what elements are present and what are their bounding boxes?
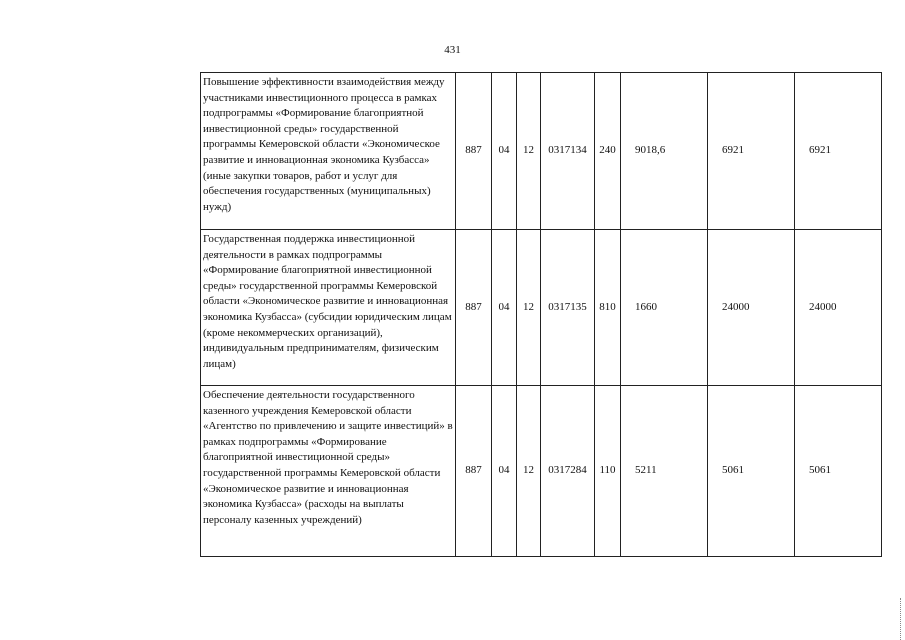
amount-year-2: 24000 (708, 230, 795, 386)
subsection-code: 12 (517, 386, 541, 557)
table-row (201, 230, 882, 386)
section-code: 04 (492, 230, 517, 386)
row-description: Государственная поддержка инвестиционной деятельности в рамках подпрограммы «Формирование благоприятной инвестиционной среды» государственной программы Кемеровской области «Экономическое развитие и инновационная экономика Кузбасса» (субсидии юридическим лицам (кроме некоммерческих организаций), индивидуальным предпринимателям, физическим лицам) (201, 230, 456, 386)
table-row (201, 386, 882, 557)
expense-type-code: 810 (595, 230, 621, 386)
ministry-code: 887 (456, 73, 492, 230)
amount-year-1: 1660 (621, 230, 708, 386)
subsection-code: 12 (517, 73, 541, 230)
amount-year-3: 6921 (795, 73, 882, 230)
section-code: 04 (492, 73, 517, 230)
target-article-code: 0317284 (541, 386, 595, 557)
ministry-code: 887 (456, 230, 492, 386)
budget-table (200, 72, 882, 557)
expense-type-code: 110 (595, 386, 621, 557)
target-article-code: 0317135 (541, 230, 595, 386)
amount-year-1: 9018,6 (621, 73, 708, 230)
amount-year-2: 5061 (708, 386, 795, 557)
ministry-code: 887 (456, 386, 492, 557)
target-article-code: 0317134 (541, 73, 595, 230)
page-number: 431 (444, 44, 461, 56)
table-row (201, 73, 882, 230)
amount-year-3: 5061 (795, 386, 882, 557)
expense-type-code: 240 (595, 73, 621, 230)
amount-year-3: 24000 (795, 230, 882, 386)
subsection-code: 12 (517, 230, 541, 386)
amount-year-1: 5211 (621, 386, 708, 557)
row-description: Обеспечение деятельности государственного казенного учреждения Кемеровской области «Агентство по привлечению и защите инвестиций» в рамках подпрограммы «Формирование благоприятной инвестиционной среды» государственной программы Кемеровской области «Экономическое развитие и инновационная экономика Кузбасса» (расходы на выплаты персоналу казенных учреждений) (201, 386, 456, 557)
amount-year-2: 6921 (708, 73, 795, 230)
section-code: 04 (492, 386, 517, 557)
row-description: Повышение эффективности взаимодействия между участниками инвестиционного процесса в рамках подпрограммы «Формирование благоприятной инвестиционной среды» государственной программы Кемеровской области «Экономическое развитие и инновационная экономика Кузбасса» (иные закупки товаров, работ и услуг для обеспечения государственных (муниципальных) нужд) (201, 73, 456, 230)
scan-edge-marks (900, 598, 902, 640)
